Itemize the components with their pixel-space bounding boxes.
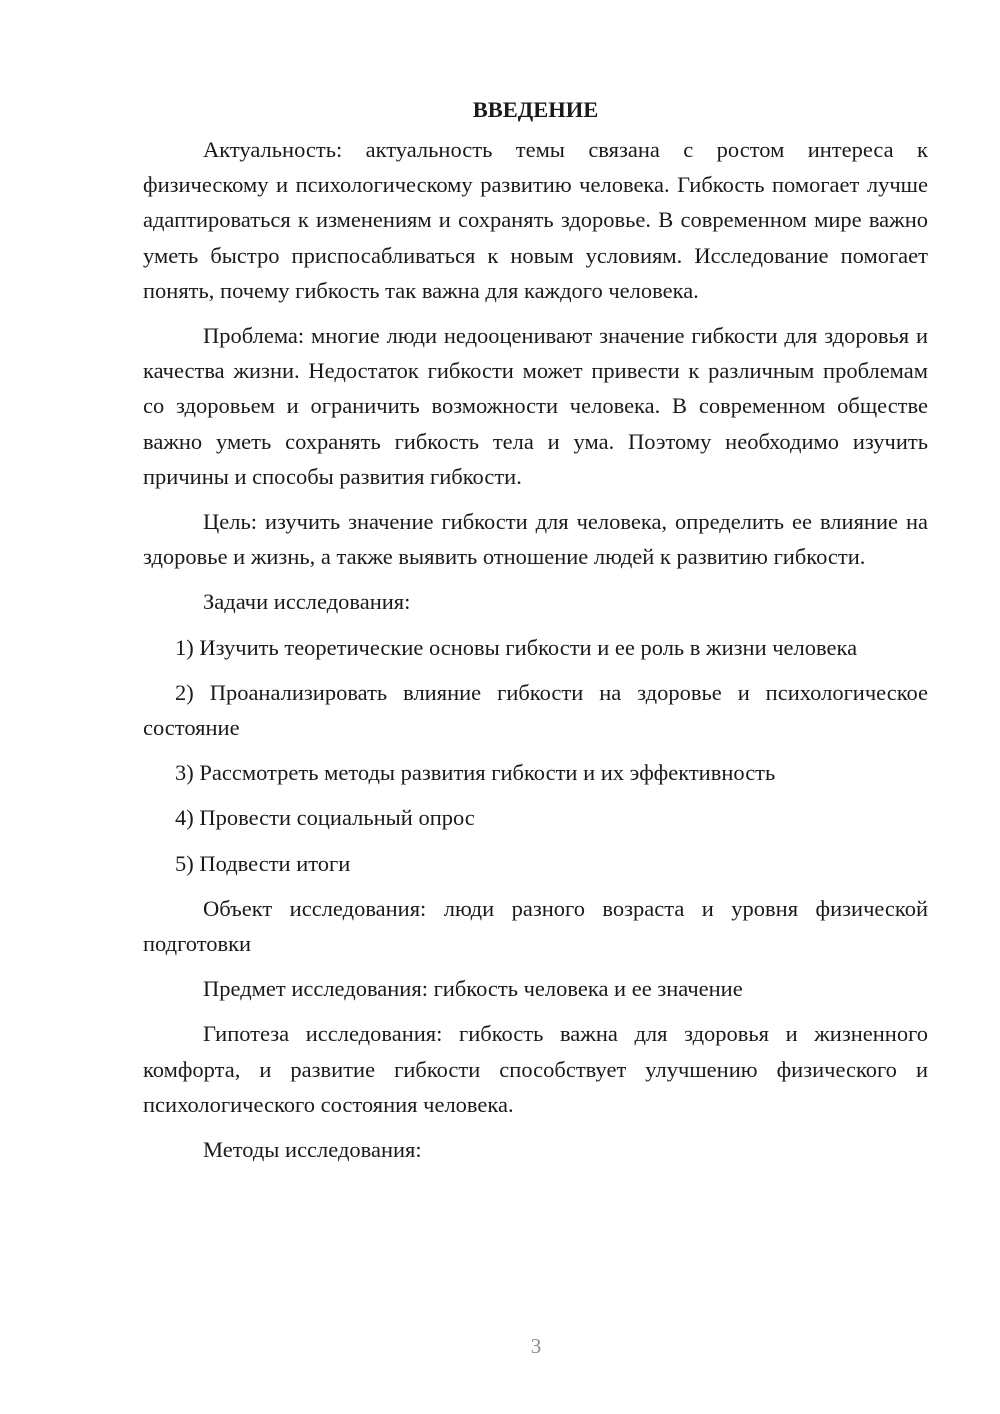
methods-heading: Методы исследования: xyxy=(203,1137,422,1163)
document-page xyxy=(143,92,928,1177)
list-item: 1) Изучить теоретические основы гибкости и ее роль в жизни человека xyxy=(175,634,858,660)
page-number: 3 xyxy=(530,1334,542,1358)
paragraph-relevance: Актуальность: актуальность темы связана с ростом интереса к физическому и психологическому развитию человека. Гибкость помогает лучше адаптироваться к изменениям и сохранять здоровье. В современном мире важно уметь быстро приспосабливаться к новым условиям. Исследование помогает понять, почему гибкость так важна для каждого человека. xyxy=(143,137,928,303)
tasks-list xyxy=(143,630,928,881)
list-item: 2) Проанализировать влияние гибкости на здоровье и психологическое состояние xyxy=(143,679,928,741)
tasks-heading: Задачи исследования: xyxy=(203,589,411,615)
paragraph-hypothesis: Гипотеза исследования: гибкость важна для здоровья и жизненного комфорта, и развитие гибкости способствует улучшению физического и психологического состояния человека. xyxy=(143,1021,928,1117)
paragraph-problem: Проблема: многие люди недооценивают значение гибкости для здоровья и качества жизни. Недостаток гибкости может привести к различным проблемам со здоровьем и ограничить возможности человека. В современном обществе важно уметь сохранять гибкость тела и ума. Поэтому необходимо изучить причины и способы развития гибкости. xyxy=(143,323,928,489)
list-item: 5) Подвести итоги xyxy=(175,850,351,876)
paragraph-goal: Цель: изучить значение гибкости для человека, определить ее влияние на здоровье и жизнь, а также выявить отношение людей к развитию гибкости. xyxy=(143,509,928,570)
section-title: ВВЕДЕНИЕ xyxy=(472,97,599,122)
list-item: 3) Рассмотреть методы развития гибкости и их эффективность xyxy=(175,760,776,786)
paragraph-subject: Предмет исследования: гибкость человека и ее значение xyxy=(203,976,743,1002)
paragraph-object: Объект исследования: люди разного возраста и уровня физической подготовки xyxy=(143,895,928,957)
list-item: 4) Провести социальный опрос xyxy=(175,805,475,831)
